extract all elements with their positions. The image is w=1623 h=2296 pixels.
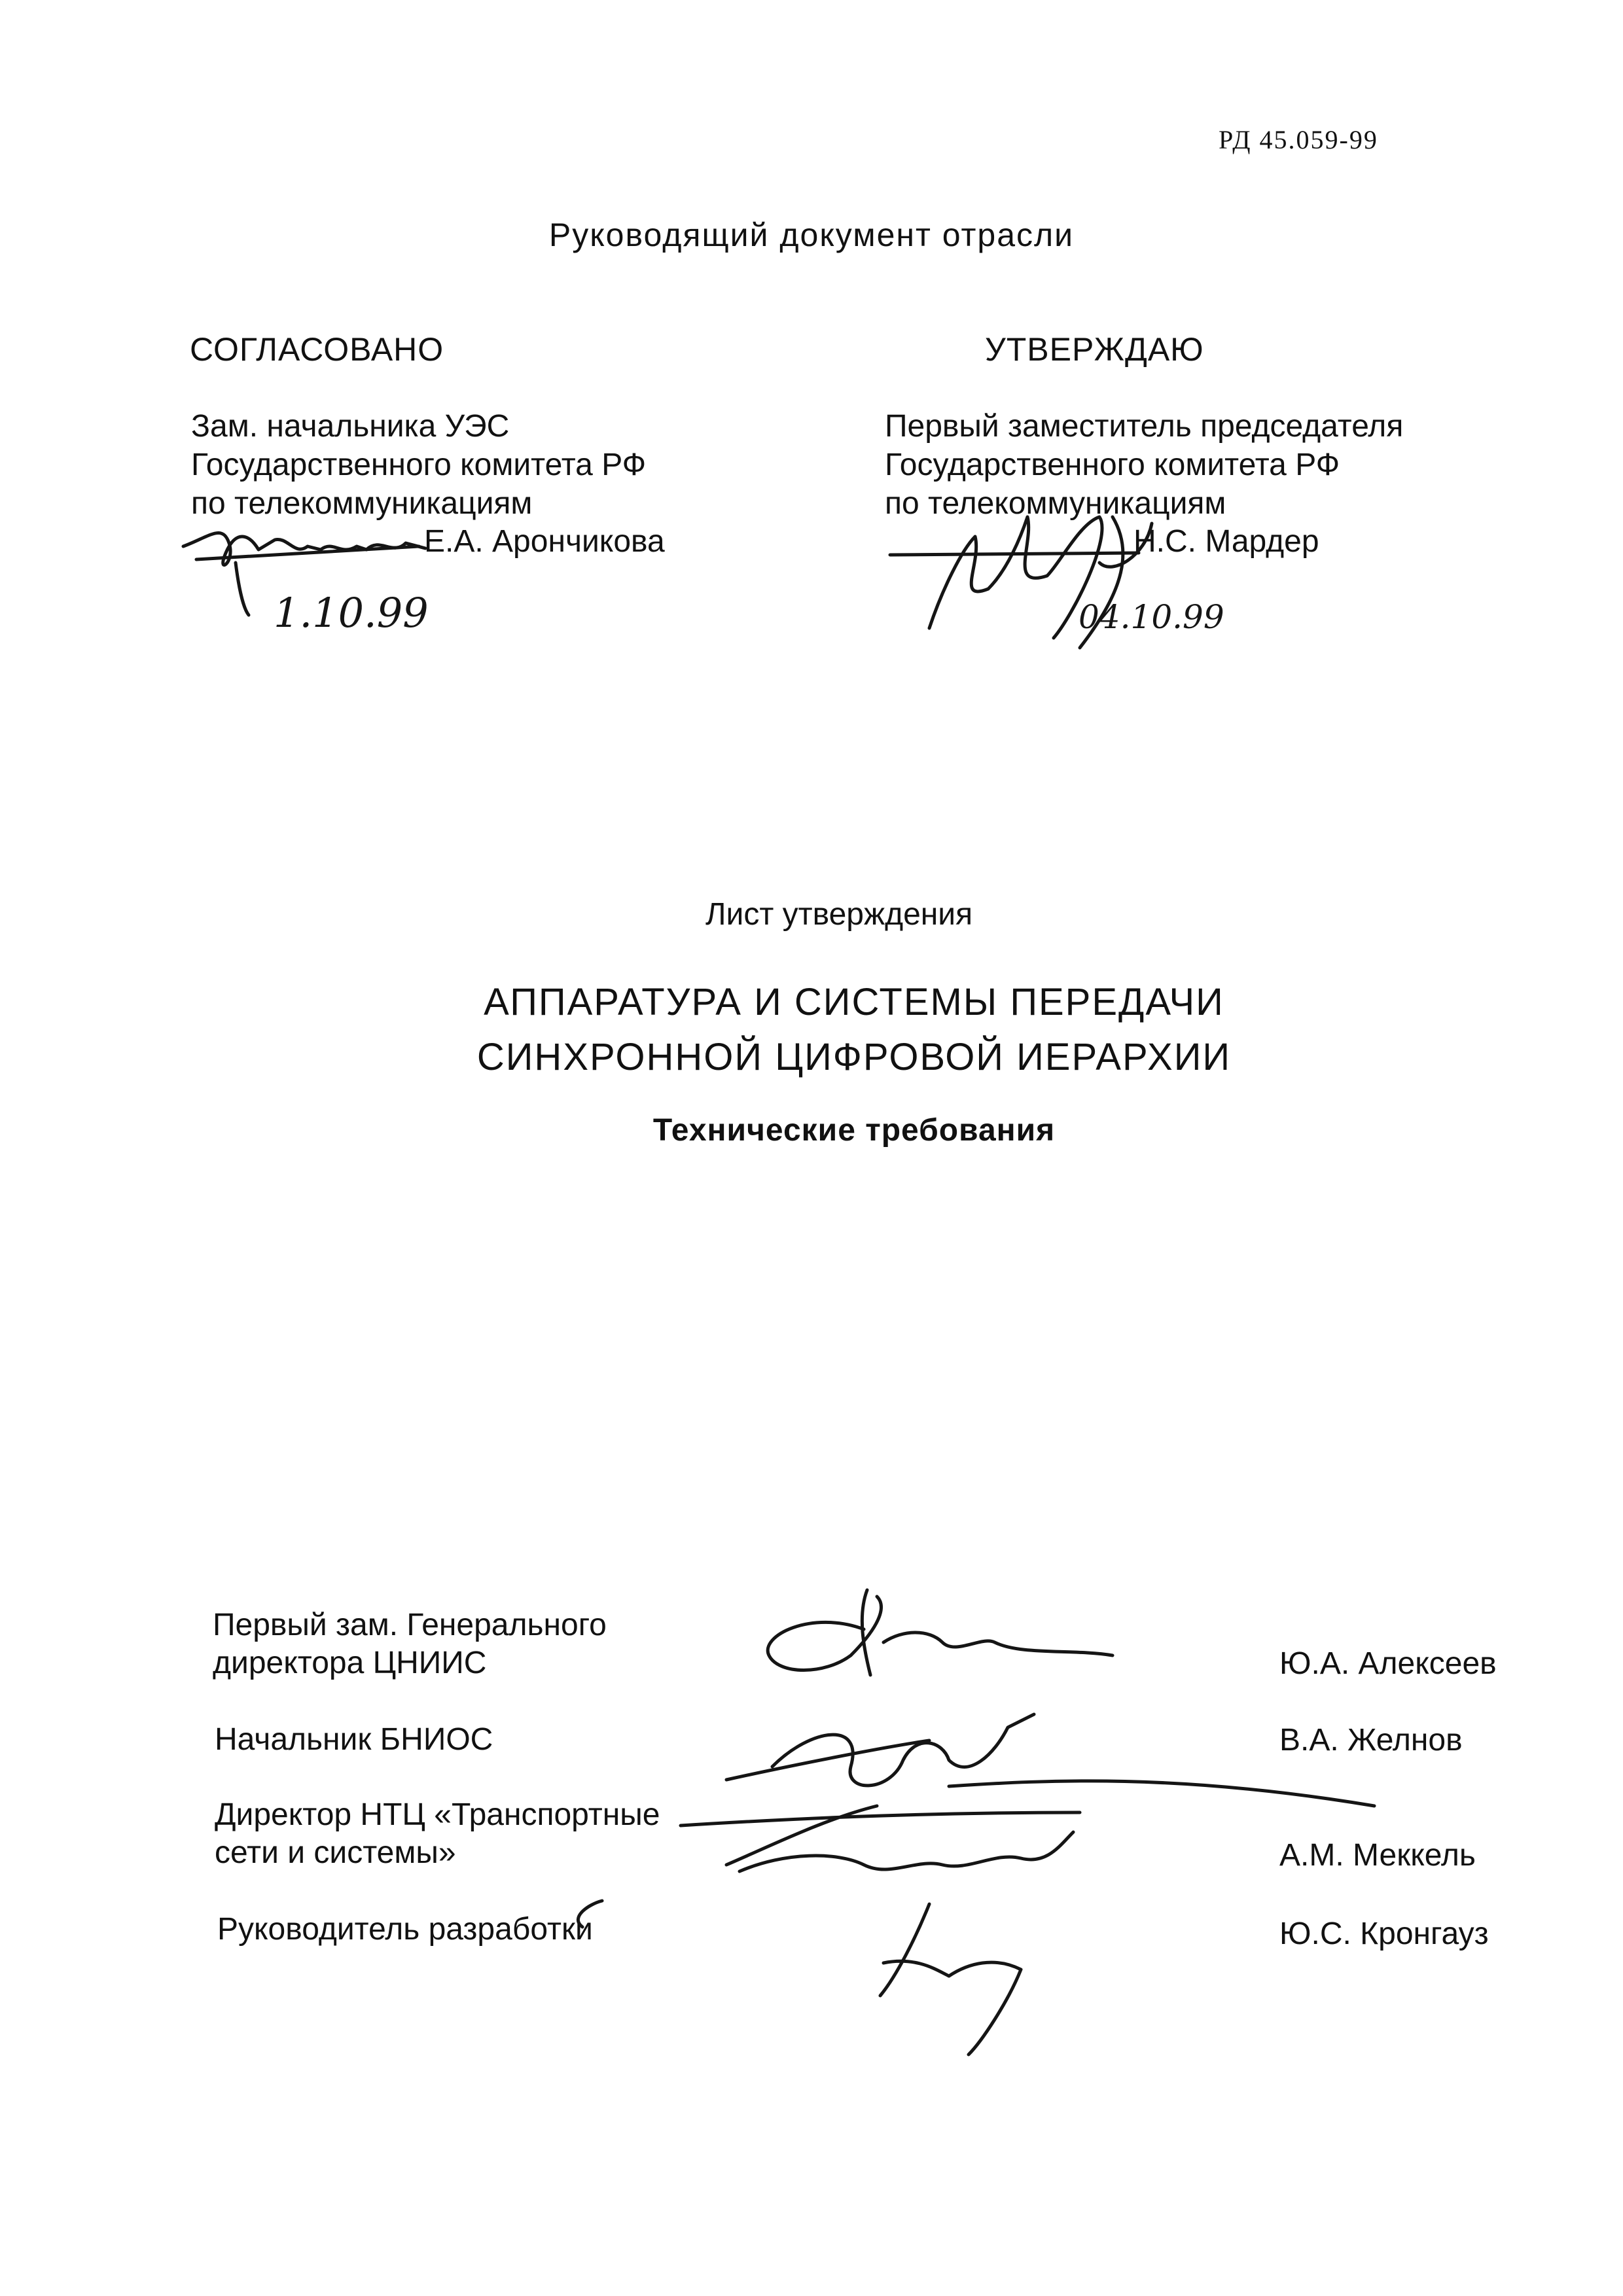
signatory-position-line: директора ЦНИИС [213, 1646, 487, 1680]
signatory-position [215, 1721, 493, 1759]
signatory-name: А.М. Меккель [1279, 1838, 1476, 1873]
document-subtitle: Технические требования [652, 1113, 1056, 1148]
document-title [0, 975, 1623, 1085]
document-code: РД 45.059-99 [1219, 125, 1378, 154]
agreed-heading: СОГЛАСОВАНО [190, 331, 444, 368]
signatory-position-line: Директор НТЦ «Транспортные [215, 1797, 660, 1832]
agreed-name: Е.А. Арончикова [424, 524, 665, 559]
agreed-position [191, 407, 646, 523]
approved-position-line: Государственного комитета РФ [885, 448, 1340, 482]
signature-marder-underline [890, 553, 1139, 555]
document-type: Руководящий документ отрасли [548, 217, 1075, 253]
signature-krongauz [880, 1904, 1021, 2055]
document-title-line: СИНХРОННОЙ ЦИФРОВОЙ ИЕРАРХИИ [476, 1036, 1232, 1078]
signatory-position-line: Первый зам. Генерального [213, 1608, 607, 1642]
signatory-position-line: Руководитель разработки [217, 1912, 593, 1947]
agreed-position-line: по телекоммуникациям [191, 486, 533, 521]
approved-name: Н.С. Мардер [1133, 524, 1319, 559]
signatory-name: Ю.С. Кронгауз [1279, 1916, 1489, 1951]
agreed-position-line: Государственного комитета РФ [191, 448, 647, 482]
approved-date-handwritten: 04.10.99 [1079, 598, 1224, 636]
signature-marder [929, 517, 1152, 648]
agreed-date-handwritten: 1.10.99 [274, 589, 429, 637]
sheet-title: Лист утверждения [705, 897, 973, 932]
agreed-position-line: Зам. начальника УЭС [191, 409, 510, 444]
signatory-position-line: сети и системы» [215, 1835, 456, 1870]
signature-aronchikova [183, 533, 425, 615]
signatory-position-line: Начальник БНИОС [215, 1722, 493, 1757]
approved-position-line: по телекоммуникациям [885, 486, 1226, 521]
document-title-line: АППАРАТУРА И СИСТЕМЫ ПЕРЕДАЧИ [484, 981, 1224, 1023]
signatory-position [215, 1796, 660, 1872]
signatory-position [213, 1606, 607, 1682]
signatory-name: Ю.А. Алексеев [1279, 1646, 1497, 1681]
approved-position [885, 407, 1403, 523]
approved-position-line: Первый заместитель председателя [885, 409, 1404, 444]
signatory-position [217, 1911, 593, 1949]
approved-heading: УТВЕРЖДАЮ [985, 331, 1204, 368]
signature-aronchikova-stroke [196, 546, 419, 559]
signature-zhelnov [726, 1714, 1374, 1806]
signature-alekseev [768, 1590, 1113, 1675]
signatory-name: В.А. Желнов [1279, 1723, 1463, 1757]
